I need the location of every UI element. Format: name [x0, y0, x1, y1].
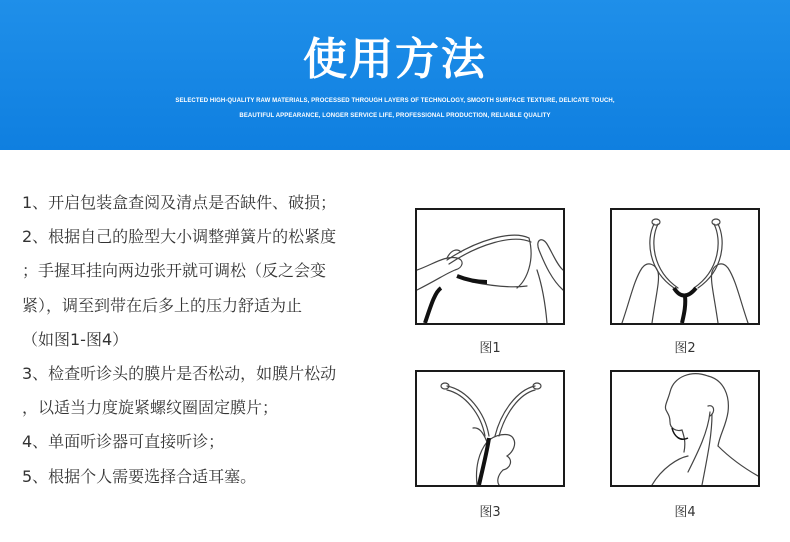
step-line-8: 4、单面听诊器可直接听诊； — [22, 432, 225, 452]
figure-2-caption: 图2 — [674, 341, 696, 356]
header-banner — [0, 0, 790, 150]
hands-stretching-stethoscope-illustration-icon — [417, 210, 563, 323]
step-line-5: （如图1-图4） — [22, 329, 129, 349]
hand-gripping-stethoscope-illustration-icon — [417, 372, 563, 485]
step-line-7: ，以适当力度旋紧螺纹圈固定膜片； — [22, 398, 279, 418]
banner-title: 使用方法 — [303, 34, 487, 85]
banner-subtitle-line-1: SELECTED HIGH-QUALITY RAW MATERIALS, PROCESSED THROUGH LAYERS OF TECHNOLOGY, SMOOTH SURFACE TEXTURE, DELICATE TOUCH, — [175, 98, 615, 104]
figure-3-caption: 图3 — [479, 505, 501, 520]
figure-4-frame — [610, 370, 760, 487]
step-line-4: 紧），调至到带在后多上的压力舒适为止 — [22, 295, 303, 315]
figure-2-frame — [610, 208, 760, 325]
figure-4-caption: 图4 — [674, 505, 696, 520]
step-line-3: ；手握耳挂向两边张开就可调松（反之会变 — [22, 261, 327, 281]
step-line-1: 1、开启包装盒查阅及清点是否缺件、破损； — [22, 193, 337, 212]
hands-holding-stethoscope-illustration-icon — [612, 210, 758, 323]
banner-subtitle-line-2: BEAUTIFUL APPEARANCE, LONGER SERVICE LIFE, PROFESSIONAL PRODUCTION, RELIABLE QUALITY — [239, 113, 551, 119]
usage-steps — [22, 186, 392, 494]
figure-1-frame — [415, 208, 565, 325]
figure-1-caption: 图1 — [479, 341, 501, 356]
step-line-6: 3、检查听诊头的膜片是否松动，如膜片松动 — [22, 363, 337, 383]
step-line-2: 2、根据自己的脸型大小调整弹簧片的松紧度 — [22, 227, 337, 247]
figure-3-frame — [415, 370, 565, 487]
person-wearing-stethoscope-illustration-icon — [612, 372, 758, 485]
step-line-9: 5、根据个人需要选择合适耳塞。 — [22, 466, 257, 486]
